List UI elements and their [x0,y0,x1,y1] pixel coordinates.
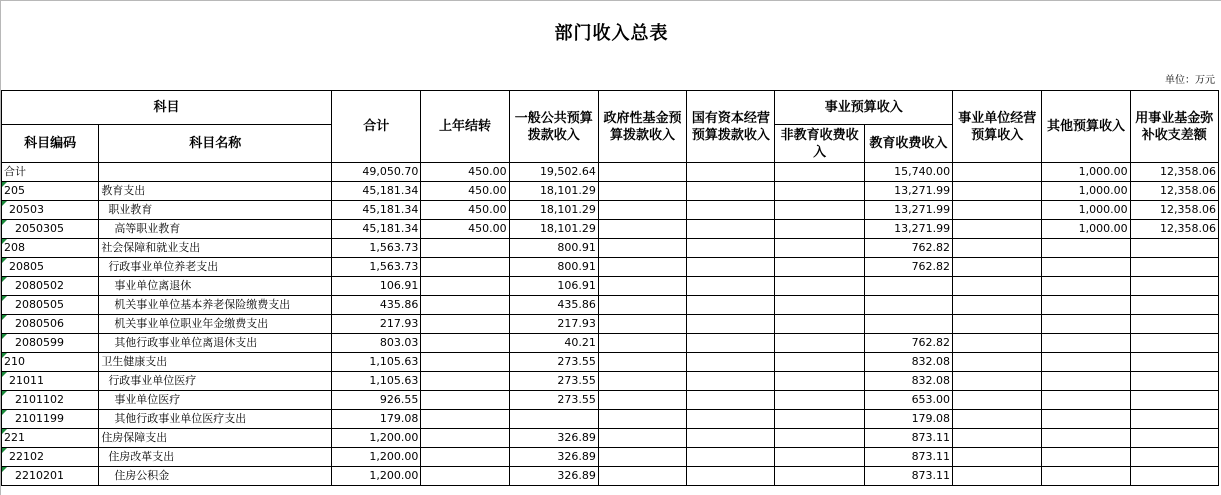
cell-non-edu-fee [775,239,864,258]
cell-other-budget [1042,391,1130,410]
cell-state-capital [687,315,775,334]
table-row [2,429,1219,448]
cell-state-capital [687,277,775,296]
cell-total: 1,200.00 [332,429,421,448]
cell-total: 1,105.63 [332,353,421,372]
cell-carryover [421,296,509,315]
cell-other-budget [1042,315,1130,334]
cell-business-operation [953,448,1042,467]
cell-subject-name: 其他行政事业单位医疗支出 [99,410,332,429]
cell-subject-code: 合计 [2,163,99,182]
cell-subject-name: 机关事业单位职业年金缴费支出 [99,315,332,334]
cell-total: 1,200.00 [332,448,421,467]
cell-non-edu-fee [775,410,864,429]
cell-general-budget: 273.55 [509,391,598,410]
cell-gov-fund [598,182,686,201]
cell-non-edu-fee [775,448,864,467]
cell-carryover [421,258,509,277]
cell-gov-fund [598,315,686,334]
cell-non-edu-fee [775,220,864,239]
cell-gov-fund [598,201,686,220]
cell-state-capital [687,296,775,315]
cell-other-budget [1042,296,1130,315]
cell-carryover [421,353,509,372]
cell-carryover [421,467,509,486]
cell-fund-compensation [1130,277,1218,296]
cell-non-edu-fee [775,334,864,353]
cell-non-edu-fee [775,467,864,486]
cell-non-edu-fee [775,429,864,448]
cell-general-budget: 106.91 [509,277,598,296]
cell-total: 49,050.70 [332,163,421,182]
cell-state-capital [687,429,775,448]
cell-carryover: 450.00 [421,201,509,220]
cell-fund-compensation [1130,467,1218,486]
cell-business-operation [953,334,1042,353]
cell-total: 926.55 [332,391,421,410]
table-row [2,467,1219,486]
cell-edu-fee: 15,740.00 [864,163,952,182]
cell-state-capital [687,258,775,277]
cell-business-operation [953,296,1042,315]
cell-subject-code: 2050305 [2,220,99,239]
cell-gov-fund [598,448,686,467]
cell-edu-fee: 13,271.99 [864,220,952,239]
cell-subject-code: 22102 [2,448,99,467]
cell-general-budget: 40.21 [509,334,598,353]
cell-fund-compensation [1130,334,1218,353]
cell-business-operation [953,239,1042,258]
cell-subject-code: 20503 [2,201,99,220]
cell-subject-name: 机关事业单位基本养老保险缴费支出 [99,296,332,315]
cell-subject-name: 住房公积金 [99,467,332,486]
cell-gov-fund [598,277,686,296]
cell-other-budget [1042,277,1130,296]
table-row [2,410,1219,429]
cell-business-operation [953,353,1042,372]
cell-other-budget [1042,467,1130,486]
header-general-budget: 一般公共预算拨款收入 [509,91,598,163]
table-row [2,315,1219,334]
cell-fund-compensation [1130,296,1218,315]
cell-other-budget: 1,000.00 [1042,201,1130,220]
income-summary-table [1,90,1219,486]
cell-fund-compensation [1130,448,1218,467]
cell-non-edu-fee [775,182,864,201]
header-state-capital: 国有资本经营预算拨款收入 [687,91,775,163]
cell-business-operation [953,429,1042,448]
cell-edu-fee: 873.11 [864,467,952,486]
cell-non-edu-fee [775,201,864,220]
cell-subject-code: 2080502 [2,277,99,296]
cell-business-operation [953,277,1042,296]
cell-carryover [421,429,509,448]
cell-other-budget [1042,334,1130,353]
cell-edu-fee: 832.08 [864,372,952,391]
cell-fund-compensation [1130,391,1218,410]
cell-subject-name: 行政事业单位养老支出 [99,258,332,277]
page-title: 部门收入总表 [554,23,669,44]
cell-subject-code: 2210201 [2,467,99,486]
header-subject-name: 科目名称 [99,125,332,163]
cell-state-capital [687,410,775,429]
cell-general-budget: 19,502.64 [509,163,598,182]
cell-fund-compensation [1130,372,1218,391]
header-subject-group: 科目 [2,91,332,125]
cell-edu-fee: 873.11 [864,448,952,467]
cell-edu-fee: 13,271.99 [864,182,952,201]
cell-non-edu-fee [775,315,864,334]
header-business-operation: 事业单位经营预算收入 [953,91,1042,163]
cell-general-budget: 18,101.29 [509,220,598,239]
table-row [2,201,1219,220]
cell-subject-name: 其他行政事业单位离退休支出 [99,334,332,353]
cell-general-budget: 326.89 [509,429,598,448]
cell-other-budget [1042,448,1130,467]
cell-subject-name: 社会保障和就业支出 [99,239,332,258]
cell-gov-fund [598,220,686,239]
cell-subject-code: 20805 [2,258,99,277]
cell-general-budget [509,410,598,429]
header-subject-code: 科目编码 [2,125,99,163]
cell-fund-compensation: 12,358.06 [1130,201,1218,220]
cell-business-operation [953,467,1042,486]
cell-carryover [421,334,509,353]
cell-total: 45,181.34 [332,201,421,220]
cell-carryover: 450.00 [421,163,509,182]
cell-edu-fee: 762.82 [864,239,952,258]
cell-state-capital [687,220,775,239]
table-row [2,391,1219,410]
cell-non-edu-fee [775,277,864,296]
table-row [2,296,1219,315]
cell-edu-fee: 13,271.99 [864,201,952,220]
cell-other-budget [1042,239,1130,258]
cell-gov-fund [598,391,686,410]
cell-general-budget: 18,101.29 [509,201,598,220]
table-row [2,277,1219,296]
cell-business-operation [953,372,1042,391]
cell-subject-name: 事业单位医疗 [99,391,332,410]
cell-carryover [421,410,509,429]
cell-subject-code: 2080506 [2,315,99,334]
cell-fund-compensation: 12,358.06 [1130,163,1218,182]
cell-fund-compensation [1130,258,1218,277]
cell-business-operation [953,220,1042,239]
table-row [2,258,1219,277]
cell-carryover: 450.00 [421,182,509,201]
cell-subject-name: 事业单位离退休 [99,277,332,296]
table-row [2,220,1219,239]
cell-carryover [421,391,509,410]
cell-business-operation [953,258,1042,277]
cell-subject-code: 208 [2,239,99,258]
cell-carryover [421,239,509,258]
table-row [2,334,1219,353]
cell-gov-fund [598,353,686,372]
cell-general-budget: 273.55 [509,353,598,372]
unit-label: 单位：万元 [1165,75,1215,86]
cell-total: 106.91 [332,277,421,296]
cell-edu-fee [864,315,952,334]
cell-non-edu-fee [775,258,864,277]
header-gov-fund: 政府性基金预算拨款收入 [598,91,686,163]
cell-subject-code: 2080505 [2,296,99,315]
cell-business-operation [953,182,1042,201]
table-row [2,239,1219,258]
cell-non-edu-fee [775,353,864,372]
cell-other-budget [1042,410,1130,429]
cell-edu-fee [864,296,952,315]
header-row-1 [2,91,1219,125]
cell-edu-fee: 653.00 [864,391,952,410]
cell-total: 217.93 [332,315,421,334]
cell-state-capital [687,334,775,353]
cell-gov-fund [598,372,686,391]
cell-general-budget: 326.89 [509,467,598,486]
cell-other-budget: 1,000.00 [1042,182,1130,201]
cell-other-budget [1042,372,1130,391]
cell-business-operation [953,201,1042,220]
cell-gov-fund [598,239,686,258]
cell-subject-code: 2080599 [2,334,99,353]
header-fund-compensation: 用事业基金弥补收支差额 [1130,91,1218,163]
cell-total: 1,200.00 [332,467,421,486]
cell-gov-fund [598,258,686,277]
header-business-budget-group: 事业预算收入 [775,91,953,125]
cell-subject-name: 职业教育 [99,201,332,220]
cell-subject-name: 住房改革支出 [99,448,332,467]
cell-total: 1,563.73 [332,239,421,258]
cell-subject-name: 高等职业教育 [99,220,332,239]
cell-state-capital [687,448,775,467]
header-non-edu-fee: 非教育收费收入 [775,125,864,163]
cell-edu-fee: 762.82 [864,334,952,353]
cell-fund-compensation: 12,358.06 [1130,220,1218,239]
cell-fund-compensation [1130,315,1218,334]
table-row [2,353,1219,372]
cell-edu-fee: 873.11 [864,429,952,448]
cell-state-capital [687,163,775,182]
cell-other-budget [1042,353,1130,372]
cell-edu-fee: 832.08 [864,353,952,372]
cell-total: 435.86 [332,296,421,315]
table-body [2,163,1219,486]
cell-fund-compensation [1130,429,1218,448]
cell-other-budget: 1,000.00 [1042,220,1130,239]
cell-subject-name: 住房保障支出 [99,429,332,448]
cell-general-budget: 273.55 [509,372,598,391]
cell-state-capital [687,239,775,258]
cell-state-capital [687,201,775,220]
cell-total: 1,105.63 [332,372,421,391]
cell-subject-code: 21011 [2,372,99,391]
cell-total: 803.03 [332,334,421,353]
cell-state-capital [687,391,775,410]
cell-carryover [421,372,509,391]
cell-fund-compensation [1130,410,1218,429]
cell-non-edu-fee [775,391,864,410]
cell-subject-name: 卫生健康支出 [99,353,332,372]
cell-gov-fund [598,163,686,182]
cell-state-capital [687,467,775,486]
cell-business-operation [953,410,1042,429]
cell-fund-compensation [1130,239,1218,258]
cell-general-budget: 326.89 [509,448,598,467]
cell-other-budget: 1,000.00 [1042,163,1130,182]
cell-total: 45,181.34 [332,182,421,201]
cell-subject-code: 221 [2,429,99,448]
cell-carryover [421,315,509,334]
cell-business-operation [953,163,1042,182]
cell-gov-fund [598,334,686,353]
cell-carryover [421,277,509,296]
table-row [2,182,1219,201]
cell-state-capital [687,182,775,201]
cell-business-operation [953,315,1042,334]
table-row [2,372,1219,391]
table-row [2,163,1219,182]
cell-non-edu-fee [775,296,864,315]
cell-subject-code: 210 [2,353,99,372]
table-row [2,448,1219,467]
cell-general-budget: 435.86 [509,296,598,315]
cell-general-budget: 217.93 [509,315,598,334]
cell-subject-code: 2101199 [2,410,99,429]
cell-total: 45,181.34 [332,220,421,239]
cell-other-budget [1042,258,1130,277]
cell-state-capital [687,372,775,391]
header-other-budget: 其他预算收入 [1042,91,1130,163]
cell-fund-compensation: 12,358.06 [1130,182,1218,201]
cell-subject-code: 205 [2,182,99,201]
cell-state-capital [687,353,775,372]
cell-general-budget: 800.91 [509,239,598,258]
cell-other-budget [1042,429,1130,448]
cell-non-edu-fee [775,372,864,391]
cell-total: 1,563.73 [332,258,421,277]
cell-business-operation [953,391,1042,410]
cell-subject-name: 行政事业单位医疗 [99,372,332,391]
cell-subject-name: 教育支出 [99,182,332,201]
cell-edu-fee [864,277,952,296]
cell-edu-fee: 179.08 [864,410,952,429]
header-edu-fee: 教育收费收入 [864,125,952,163]
cell-fund-compensation [1130,353,1218,372]
header-total: 合计 [332,91,421,163]
cell-subject-code: 2101102 [2,391,99,410]
cell-general-budget: 18,101.29 [509,182,598,201]
header-carryover: 上年结转 [421,91,509,163]
cell-carryover [421,448,509,467]
cell-edu-fee: 762.82 [864,258,952,277]
cell-total: 179.08 [332,410,421,429]
cell-gov-fund [598,467,686,486]
cell-non-edu-fee [775,163,864,182]
cell-gov-fund [598,296,686,315]
cell-gov-fund [598,410,686,429]
cell-carryover: 450.00 [421,220,509,239]
cell-subject-name [99,163,332,182]
cell-gov-fund [598,429,686,448]
cell-general-budget: 800.91 [509,258,598,277]
